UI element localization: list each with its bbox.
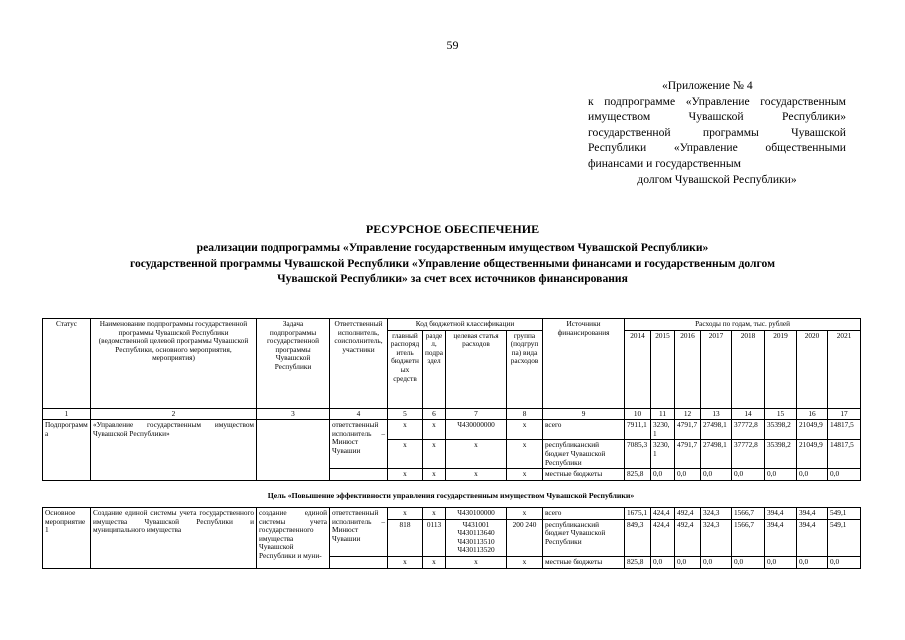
cell-csr: x bbox=[446, 440, 507, 469]
cell-value: 0,0 bbox=[828, 556, 861, 568]
cell-value: 4791,7 bbox=[675, 440, 701, 469]
col-number: 7 bbox=[446, 408, 507, 420]
event-executor-blank bbox=[330, 556, 388, 568]
cell-rzpr: 0113 bbox=[423, 519, 446, 556]
header-grbs: главный распорядитель бюджетных средств bbox=[388, 330, 423, 408]
cell-grbs: 818 bbox=[388, 519, 423, 556]
col-number: 3 bbox=[257, 408, 330, 420]
header-row-1 bbox=[43, 319, 861, 331]
header-expenses: Расходы по годам, тыс. рублей bbox=[625, 319, 861, 331]
col-number: 17 bbox=[828, 408, 861, 420]
col-number: 8 bbox=[507, 408, 543, 420]
header-status: Статус bbox=[43, 319, 91, 409]
cell-grbs: x bbox=[388, 469, 423, 481]
cell-source: республиканский бюджет Чувашской Республики bbox=[543, 519, 625, 556]
header-year: 2014 bbox=[625, 330, 651, 408]
cell-value: 27498,1 bbox=[701, 440, 732, 469]
event-task: создание единой системы учета государственного имущества Чувашской Республики и муни- bbox=[257, 508, 330, 569]
header-sources: Источники финансирования bbox=[543, 319, 625, 409]
cell-source: всего bbox=[543, 420, 625, 440]
cell-vr: x bbox=[507, 508, 543, 520]
header-year: 2016 bbox=[675, 330, 701, 408]
cell-value: 424,4 bbox=[651, 508, 675, 520]
goal-heading: Цель «Повышение эффективности управления государственным имуществом Чувашской Республики» bbox=[267, 491, 635, 500]
event-table bbox=[42, 507, 861, 569]
cell-value: 0,0 bbox=[765, 469, 797, 481]
header-executor: Ответственный исполнитель, соисполнитель, участники bbox=[330, 319, 388, 409]
cell-value: 0,0 bbox=[701, 469, 732, 481]
cell-source: местные бюджеты bbox=[543, 469, 625, 481]
event-status: Основное мероприятие 1 bbox=[43, 508, 91, 569]
cell-value: 7085,3 bbox=[625, 440, 651, 469]
cell-csr: Ч431001 Ч430113640 Ч430113510 Ч430113520 bbox=[446, 519, 507, 556]
cell-grbs: x bbox=[388, 508, 423, 520]
header-year: 2019 bbox=[765, 330, 797, 408]
cell-rzpr: x bbox=[423, 508, 446, 520]
col-number: 5 bbox=[388, 408, 423, 420]
cell-rzpr: x bbox=[423, 440, 446, 469]
cell-grbs: x bbox=[388, 420, 423, 440]
cell-vr: 200 240 bbox=[507, 519, 543, 556]
col-number: 12 bbox=[675, 408, 701, 420]
cell-value: 394,4 bbox=[765, 519, 797, 556]
cell-value: 4791,7 bbox=[675, 420, 701, 440]
cell-vr: x bbox=[507, 420, 543, 440]
cell-vr: x bbox=[507, 440, 543, 469]
header-vr: группа (подгруппа) вида расходов bbox=[507, 330, 543, 408]
col-number: 16 bbox=[797, 408, 828, 420]
cell-value: 0,0 bbox=[651, 556, 675, 568]
cell-csr: x bbox=[446, 556, 507, 568]
cell-vr: x bbox=[507, 469, 543, 481]
cell-value: 492,4 bbox=[675, 519, 701, 556]
column-numbers-row bbox=[43, 408, 861, 420]
cell-value: 0,0 bbox=[675, 469, 701, 481]
page-number: 59 bbox=[446, 38, 459, 52]
cell-value: 849,3 bbox=[625, 519, 651, 556]
col-number: 4 bbox=[330, 408, 388, 420]
col-number: 10 bbox=[625, 408, 651, 420]
cell-source: республиканский бюджет Чувашской Республики bbox=[543, 440, 625, 469]
event-executor: ответственный исполнитель – Минюст Чувашии bbox=[330, 508, 388, 557]
cell-value: 37772,8 bbox=[732, 420, 765, 440]
cell-value: 1566,7 bbox=[732, 519, 765, 556]
table-row bbox=[43, 508, 861, 520]
cell-source: всего bbox=[543, 508, 625, 520]
cell-grbs: x bbox=[388, 556, 423, 568]
cell-source: местные бюджеты bbox=[543, 556, 625, 568]
appendix-line-1: «Приложение № 4 bbox=[662, 79, 753, 92]
cell-value: 14817,5 bbox=[828, 440, 861, 469]
cell-value: 825,8 bbox=[625, 469, 651, 481]
event-name: Создание единой системы учета государственного имущества Чувашской Республики и муниципального имущества bbox=[91, 508, 257, 569]
cell-value: 549,1 bbox=[828, 519, 861, 556]
doc-title: РЕСУРСНОЕ ОБЕСПЕЧЕНИЕ bbox=[365, 222, 540, 236]
cell-value: 3230,1 bbox=[651, 420, 675, 440]
col-number: 13 bbox=[701, 408, 732, 420]
doc-subtitle-1: реализации подпрограммы «Управление государственным имуществом Чувашской Республики» bbox=[196, 241, 709, 254]
col-number: 15 bbox=[765, 408, 797, 420]
subprogram-name: «Управление государственным имуществом Чувашской Республики» bbox=[91, 420, 257, 481]
col-number: 11 bbox=[651, 408, 675, 420]
cell-rzpr: x bbox=[423, 420, 446, 440]
cell-csr: x bbox=[446, 469, 507, 481]
cell-value: 394,4 bbox=[765, 508, 797, 520]
cell-value: 549,1 bbox=[828, 508, 861, 520]
cell-value: 1566,7 bbox=[732, 508, 765, 520]
subprogram-task bbox=[257, 420, 330, 481]
appendix-line-3: долгом Чувашской Республики» bbox=[637, 172, 797, 186]
cell-value: 0,0 bbox=[797, 556, 828, 568]
cell-value: 35398,2 bbox=[765, 420, 797, 440]
doc-subtitle-3: Чувашской Республики» за счет всех источников финансирования bbox=[277, 272, 628, 285]
header-year: 2018 bbox=[732, 330, 765, 408]
header-year: 2021 bbox=[828, 330, 861, 408]
cell-csr: Ч430000000 bbox=[446, 420, 507, 440]
cell-value: 0,0 bbox=[701, 556, 732, 568]
cell-value: 424,4 bbox=[651, 519, 675, 556]
cell-value: 0,0 bbox=[732, 556, 765, 568]
cell-value: 7911,1 bbox=[625, 420, 651, 440]
appendix-line-2: к подпрограмме «Управление государственным имуществом Чувашской Республики» государственной программы Чувашской Республики «Управление общественными финансами и государственным bbox=[588, 94, 846, 170]
cell-csr: Ч430100000 bbox=[446, 508, 507, 520]
resource-table bbox=[42, 318, 861, 481]
cell-value: 21049,9 bbox=[797, 420, 828, 440]
header-budget-code: Код бюджетной классификации bbox=[388, 319, 543, 331]
cell-grbs: x bbox=[388, 440, 423, 469]
cell-value: 0,0 bbox=[732, 469, 765, 481]
cell-value: 0,0 bbox=[828, 469, 861, 481]
cell-value: 21049,9 bbox=[797, 440, 828, 469]
cell-value: 394,4 bbox=[797, 519, 828, 556]
col-number: 6 bbox=[423, 408, 446, 420]
appendix-note bbox=[588, 78, 846, 187]
cell-value: 35398,2 bbox=[765, 440, 797, 469]
cell-value: 27498,1 bbox=[701, 420, 732, 440]
cell-value: 0,0 bbox=[797, 469, 828, 481]
subprogram-status: Подпрограмма bbox=[43, 420, 91, 481]
cell-value: 1675,1 bbox=[625, 508, 651, 520]
header-year: 2015 bbox=[651, 330, 675, 408]
col-number: 2 bbox=[91, 408, 257, 420]
cell-value: 14817,5 bbox=[828, 420, 861, 440]
cell-value: 37772,8 bbox=[732, 440, 765, 469]
header-rzpr: раздел, подраздел bbox=[423, 330, 446, 408]
cell-value: 394,4 bbox=[797, 508, 828, 520]
cell-value: 0,0 bbox=[675, 556, 701, 568]
table-row bbox=[43, 420, 861, 440]
header-year: 2020 bbox=[797, 330, 828, 408]
col-number: 1 bbox=[43, 408, 91, 420]
header-year: 2017 bbox=[701, 330, 732, 408]
header-csr: целевая статья расходов bbox=[446, 330, 507, 408]
header-name: Наименование подпрограммы государственной программы Чувашской Республики (ведомственной целевой программы Чувашской Республики, основного мероприятия, мероприятия) bbox=[91, 319, 257, 409]
cell-value: 825,8 bbox=[625, 556, 651, 568]
cell-value: 324,3 bbox=[701, 519, 732, 556]
doc-subtitle-2: государственной программы Чувашской Республики «Управление общественными финансами и государственным долгом bbox=[129, 257, 776, 270]
cell-value: 0,0 bbox=[651, 469, 675, 481]
cell-value: 492,4 bbox=[675, 508, 701, 520]
header-task: Задача подпрограммы государственной программы Чувашской Республики bbox=[257, 319, 330, 409]
cell-value: 324,3 bbox=[701, 508, 732, 520]
subprogram-executor-blank bbox=[330, 469, 388, 481]
cell-rzpr: x bbox=[423, 556, 446, 568]
cell-vr: x bbox=[507, 556, 543, 568]
cell-value: 0,0 bbox=[765, 556, 797, 568]
col-number: 9 bbox=[543, 408, 625, 420]
col-number: 14 bbox=[732, 408, 765, 420]
subprogram-executor: ответственный исполнитель – Минюст Чувашии bbox=[330, 420, 388, 469]
cell-value: 3230,1 bbox=[651, 440, 675, 469]
cell-rzpr: x bbox=[423, 469, 446, 481]
